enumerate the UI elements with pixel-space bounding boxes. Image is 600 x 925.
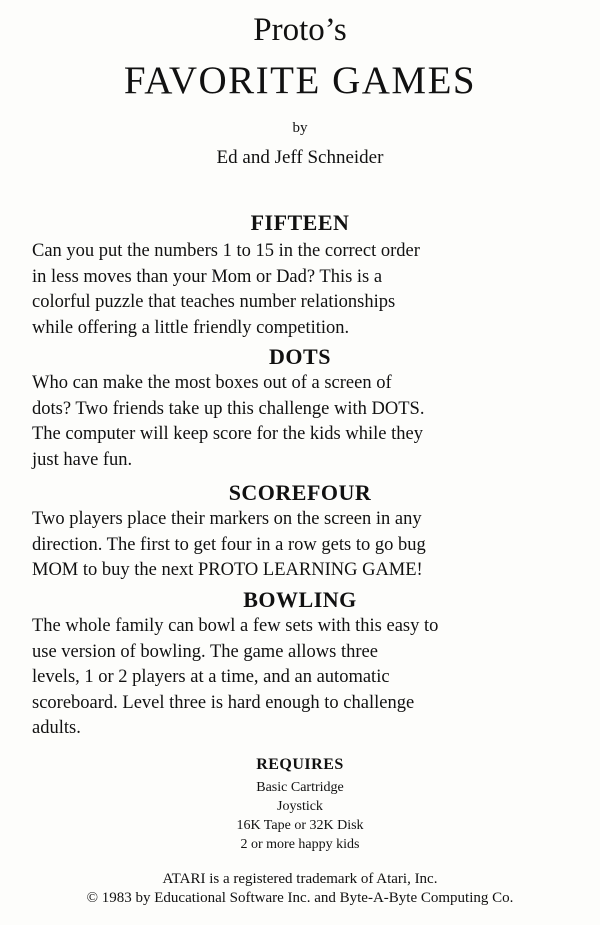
game-title-scorefour: SCOREFOUR	[228, 480, 372, 505]
description-line: MOM to buy the next PROTO LEARNING GAME!	[32, 560, 423, 580]
game-description-scorefour	[32, 507, 572, 584]
description-line: direction. The first to get four in a row gets to go bug	[32, 534, 426, 555]
requirement-item: Basic Cartridge	[256, 780, 344, 795]
requirement-item: Joystick	[277, 799, 323, 814]
game-title-dots: DOTS	[269, 344, 331, 369]
description-line: colorful puzzle that teaches number relationships	[32, 292, 396, 312]
requirement-item: 16K Tape or 32K Disk	[236, 818, 364, 833]
description-line: while offering a little friendly competition.	[32, 317, 350, 338]
game-description-dots	[32, 371, 572, 473]
description-line: dots? Two friends take up this challenge with DOTS.	[32, 398, 425, 419]
description-line: adults.	[32, 718, 81, 738]
authors: Ed and Jeff Schneider	[216, 147, 384, 168]
footer	[0, 870, 600, 908]
description-line: in less moves than your Mom or Dad? This is a	[32, 266, 383, 287]
description-line: levels, 1 or 2 players at a time, and an automatic	[32, 667, 390, 687]
description-line: Who can make the most boxes out of a screen of	[32, 373, 392, 393]
game-description-fifteen	[32, 239, 572, 341]
description-line: Can you put the numbers 1 to 15 in the correct order	[32, 241, 420, 261]
game-title-fifteen: FIFTEEN	[250, 210, 350, 235]
byline: by	[292, 120, 308, 136]
game-title-bowling: BOWLING	[243, 587, 357, 612]
description-line: use version of bowling. The game allows three	[32, 641, 378, 662]
page-title: FAVORITE GAMES	[123, 59, 477, 102]
description-line: The computer will keep score for the kids while they	[32, 424, 423, 444]
requirement-item: 2 or more happy kids	[240, 837, 360, 852]
description-line: scoreboard. Level three is hard enough to challenge	[32, 692, 415, 713]
trademark-notice: ATARI is a registered trademark of Atari, Inc.	[162, 871, 438, 887]
requirements-list	[0, 778, 600, 854]
game-description-bowling	[32, 614, 572, 742]
copyright-notice: © 1983 by Educational Software Inc. and Byte-A-Byte Computing Co.	[86, 890, 514, 906]
description-line: just have fun.	[32, 449, 133, 470]
requires-heading: REQUIRES	[256, 756, 344, 773]
title-top: Proto’s	[253, 12, 347, 48]
description-line: Two players place their markers on the screen in any	[32, 509, 422, 529]
description-line: The whole family can bowl a few sets with this easy to	[32, 616, 439, 636]
